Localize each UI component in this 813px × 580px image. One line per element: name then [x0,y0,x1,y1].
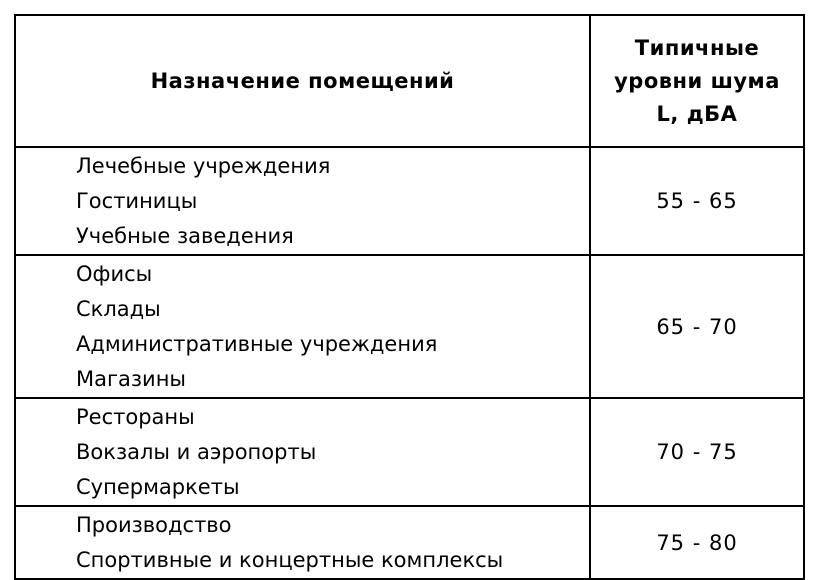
purpose-cell [15,398,590,506]
header-purpose: Назначение помещений [15,15,590,147]
header-noise-level-line: L, дБА [656,101,738,126]
purpose-cell [15,147,590,255]
noise-level-value: 55 - 65 [590,147,804,255]
header-noise-level-line: Типичные [634,35,760,60]
table-row [15,147,804,255]
room-type: Вокзалы и аэропорты [76,440,317,464]
noise-level-value: 75 - 80 [590,506,804,579]
noise-level-value: 70 - 75 [590,398,804,506]
room-type: Спортивные и концертные комплексы [76,548,504,572]
room-type: Производство [76,513,232,537]
room-type: Супермаркеты [76,475,240,499]
purpose-cell [15,255,590,398]
room-type: Учебные заведения [76,224,294,248]
room-type: Рестораны [76,405,195,429]
table-row [15,506,804,579]
table-row [15,255,804,398]
noise-levels-table [14,14,805,580]
header-noise-level-line: уровни шума [614,68,780,93]
header-noise-level [590,15,804,147]
room-type: Административные учреждения [76,332,438,356]
room-type: Гостиницы [76,189,198,213]
room-type: Магазины [76,367,187,391]
purpose-cell [15,506,590,579]
room-type: Лечебные учреждения [76,154,331,178]
room-type: Склады [76,297,161,321]
room-type: Офисы [76,262,153,286]
table-header-row [15,15,804,147]
table-row [15,398,804,506]
noise-level-value: 65 - 70 [590,255,804,398]
